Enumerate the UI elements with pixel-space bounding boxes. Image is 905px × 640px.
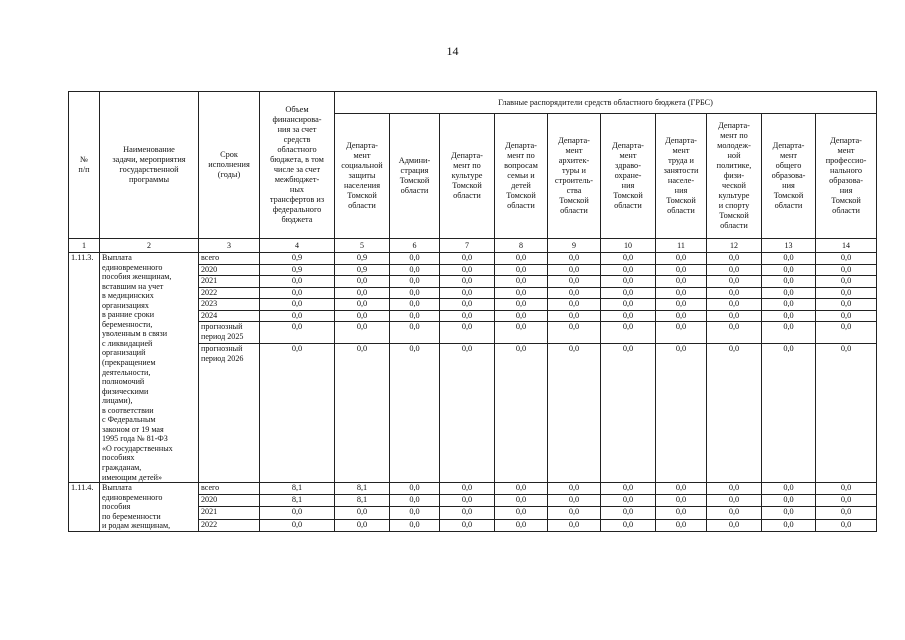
value-cell: 0,0 [440,322,495,344]
value-cell: 0,0 [762,276,816,288]
value-cell: 0,0 [548,519,601,531]
value-cell: 0,0 [816,310,877,322]
value-cell: 0,0 [548,310,601,322]
table-row [69,483,877,495]
column-number: 1 [69,239,100,253]
column-number: 9 [548,239,601,253]
value-cell: 0,0 [548,507,601,519]
total-value-cell: 0,9 [260,264,335,276]
value-cell: 8,1 [335,495,390,507]
value-cell: 0,0 [656,299,707,311]
header-grbs: Главные распорядители средств областного бюджета (ГРБС) [335,92,877,114]
value-cell: 0,0 [816,253,877,265]
value-cell: 0,0 [390,287,440,299]
value-cell: 0,0 [656,322,707,344]
value-cell: 0,0 [548,276,601,288]
value-cell: 0,0 [495,310,548,322]
value-cell: 0,0 [707,483,762,495]
header-department: Департа- мент здраво- охране- ния Томской области [601,114,656,239]
value-cell: 0,0 [601,264,656,276]
value-cell: 0,0 [390,276,440,288]
value-cell: 0,0 [762,495,816,507]
value-cell: 0,0 [548,299,601,311]
column-number: 12 [707,239,762,253]
total-value-cell: 0,0 [260,299,335,311]
value-cell: 0,0 [440,495,495,507]
value-cell: 0,0 [390,253,440,265]
value-cell: 0,0 [601,310,656,322]
column-number: 5 [335,239,390,253]
value-cell: 0,0 [495,322,548,344]
value-cell: 0,0 [656,253,707,265]
value-cell: 8,1 [335,483,390,495]
value-cell: 0,0 [707,322,762,344]
value-cell: 0,0 [656,344,707,483]
item-number: 1.11.4. [69,483,100,532]
value-cell: 0,0 [335,287,390,299]
total-value-cell: 0,0 [260,519,335,531]
value-cell: 0,0 [440,310,495,322]
header-department: Департа- мент по молодеж- ной политике, физи- ческой культуре и спорту Томской области [707,114,762,239]
value-cell: 0,0 [601,287,656,299]
value-cell: 0,0 [762,310,816,322]
period-cell: прогнозный период 2025 [199,322,260,344]
value-cell: 0,0 [601,276,656,288]
value-cell: 0,0 [816,495,877,507]
value-cell: 0,0 [656,483,707,495]
value-cell: 0,0 [390,344,440,483]
value-cell: 0,0 [707,264,762,276]
value-cell: 0,0 [707,519,762,531]
total-value-cell: 0,0 [260,276,335,288]
value-cell: 0,0 [440,519,495,531]
value-cell: 0,0 [390,495,440,507]
value-cell: 0,0 [548,287,601,299]
period-cell: всего [199,483,260,495]
value-cell: 0,0 [495,276,548,288]
budget-table [68,91,877,532]
value-cell: 0,0 [707,507,762,519]
value-cell: 0,0 [656,507,707,519]
value-cell: 0,0 [440,507,495,519]
value-cell: 0,9 [335,264,390,276]
total-value-cell: 8,1 [260,483,335,495]
value-cell: 0,0 [390,507,440,519]
column-number: 6 [390,239,440,253]
value-cell: 0,0 [495,264,548,276]
total-value-cell: 8,1 [260,495,335,507]
value-cell: 0,0 [390,264,440,276]
period-cell: 2022 [199,519,260,531]
value-cell: 0,0 [762,287,816,299]
value-cell: 0,0 [440,299,495,311]
header-department: Департа- мент по вопросам семьи и детей Томской области [495,114,548,239]
value-cell: 0,0 [816,287,877,299]
total-value-cell: 0,0 [260,322,335,344]
item-name: Выплата единовременного пособия женщинам, вставшим на учет в медицинских организациях в ранние сроки беременности, уволенным в связи с ликвидацией организаций (прекращением деятельности, полномочий физическими лицами), в соответствии с Федеральным законом от 19 мая 1995 года № 81-ФЗ «О государственных пособиях гражданам, имеющим детей» [100,253,199,483]
period-cell: 2020 [199,495,260,507]
value-cell: 0,0 [495,344,548,483]
total-value-cell: 0,0 [260,507,335,519]
value-cell: 0,0 [390,310,440,322]
column-number: 13 [762,239,816,253]
period-cell: 2021 [199,507,260,519]
value-cell: 0,0 [495,495,548,507]
value-cell: 0,0 [656,495,707,507]
value-cell: 0,0 [601,322,656,344]
value-cell: 0,0 [816,344,877,483]
period-cell: 2024 [199,310,260,322]
header-department: Департа- мент профессио- нального образова- ния Томской области [816,114,877,239]
value-cell: 0,0 [707,299,762,311]
value-cell: 0,0 [601,483,656,495]
value-cell: 0,0 [656,287,707,299]
header-department: Админи- страция Томской области [390,114,440,239]
period-cell: прогнозный период 2026 [199,344,260,483]
period-cell: 2020 [199,264,260,276]
column-number: 11 [656,239,707,253]
total-value-cell: 0,0 [260,310,335,322]
value-cell: 0,0 [335,519,390,531]
period-cell: 2021 [199,276,260,288]
value-cell: 0,0 [335,507,390,519]
value-cell: 0,0 [656,310,707,322]
value-cell: 0,0 [762,483,816,495]
column-number: 4 [260,239,335,253]
header-no: № п/п [69,92,100,239]
header-department: Департа- мент социальной защиты населения Томской области [335,114,390,239]
column-number: 3 [199,239,260,253]
value-cell: 0,0 [495,483,548,495]
value-cell: 0,0 [601,299,656,311]
value-cell: 0,0 [548,495,601,507]
column-number: 10 [601,239,656,253]
column-number: 2 [100,239,199,253]
value-cell: 0,0 [601,495,656,507]
item-number: 1.11.3. [69,253,100,483]
value-cell: 0,0 [816,519,877,531]
value-cell: 0,0 [707,287,762,299]
period-cell: всего [199,253,260,265]
value-cell: 0,0 [335,310,390,322]
value-cell: 0,0 [335,322,390,344]
value-cell: 0,0 [601,344,656,483]
value-cell: 0,0 [440,287,495,299]
value-cell: 0,0 [440,253,495,265]
value-cell: 0,0 [440,264,495,276]
value-cell: 0,0 [335,299,390,311]
header-department: Департа- мент труда и занятости населе- ния Томской области [656,114,707,239]
value-cell: 0,0 [656,264,707,276]
value-cell: 0,0 [548,264,601,276]
total-value-cell: 0,0 [260,344,335,483]
value-cell: 0,0 [495,287,548,299]
value-cell: 0,0 [440,483,495,495]
value-cell: 0,0 [390,519,440,531]
column-number: 7 [440,239,495,253]
value-cell: 0,0 [762,264,816,276]
page-number: 14 [446,44,459,58]
value-cell: 0,0 [548,344,601,483]
period-cell: 2022 [199,287,260,299]
value-cell: 0,0 [762,519,816,531]
header-department: Департа- мент по культуре Томской области [440,114,495,239]
value-cell: 0,0 [816,507,877,519]
value-cell: 0,0 [816,264,877,276]
value-cell: 0,0 [601,519,656,531]
value-cell: 0,0 [495,299,548,311]
value-cell: 0,0 [762,344,816,483]
header-department: Департа- мент архитек- туры и строитель- ства Томской области [548,114,601,239]
value-cell: 0,0 [495,507,548,519]
value-cell: 0,0 [601,253,656,265]
value-cell: 0,0 [707,344,762,483]
total-value-cell: 0,0 [260,287,335,299]
value-cell: 0,0 [548,483,601,495]
value-cell: 0,0 [816,322,877,344]
value-cell: 0,0 [548,253,601,265]
value-cell: 0,0 [707,276,762,288]
value-cell: 0,0 [762,253,816,265]
value-cell: 0,0 [656,276,707,288]
value-cell: 0,0 [816,483,877,495]
value-cell: 0,9 [335,253,390,265]
value-cell: 0,0 [707,310,762,322]
value-cell: 0,0 [816,276,877,288]
item-name: Выплата единовременного пособия по беременности и родам женщинам, [100,483,199,532]
header-period: Срок исполнения (годы) [199,92,260,239]
value-cell: 0,0 [707,253,762,265]
value-cell: 0,0 [762,322,816,344]
value-cell: 0,0 [335,276,390,288]
value-cell: 0,0 [816,299,877,311]
value-cell: 0,0 [656,519,707,531]
value-cell: 0,0 [495,253,548,265]
value-cell: 0,0 [707,495,762,507]
header-name: Наименование задачи, мероприятия государственной программы [100,92,199,239]
period-cell: 2023 [199,299,260,311]
value-cell: 0,0 [440,344,495,483]
column-number: 14 [816,239,877,253]
total-value-cell: 0,9 [260,253,335,265]
value-cell: 0,0 [390,322,440,344]
value-cell: 0,0 [548,322,601,344]
value-cell: 0,0 [762,507,816,519]
header-department: Департа- мент общего образова- ния Томской области [762,114,816,239]
table-row [69,253,877,265]
value-cell: 0,0 [440,276,495,288]
header-volume: Объем финансирова- ния за счет средств областного бюджета, в том числе за счет межбюджет- ных трансфертов из федерального бюджета [260,92,335,239]
value-cell: 0,0 [390,299,440,311]
value-cell: 0,0 [601,507,656,519]
value-cell: 0,0 [335,344,390,483]
value-cell: 0,0 [495,519,548,531]
column-number: 8 [495,239,548,253]
value-cell: 0,0 [390,483,440,495]
value-cell: 0,0 [762,299,816,311]
